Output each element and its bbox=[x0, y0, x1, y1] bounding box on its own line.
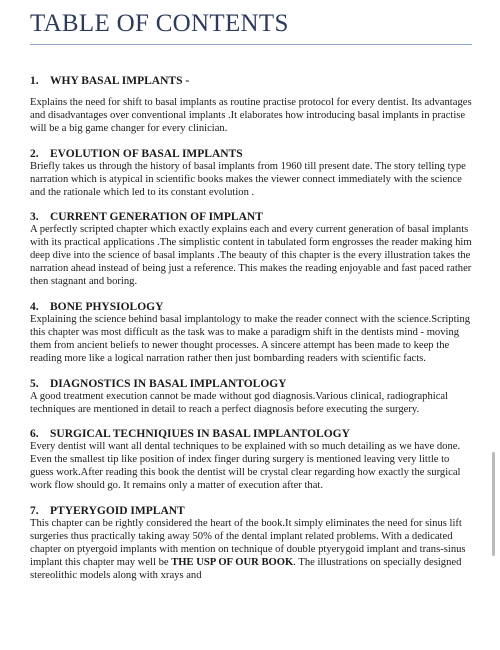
section-body: Explains the need for shift to basal implants as routine practise protocol for every dentist. Its advantages and disadvantages over conventional implants .It elaborates how introducing basal implants in practise will be a big game changer for every clinician. bbox=[30, 97, 472, 134]
section-number: 7. bbox=[30, 505, 39, 518]
toc-section-1 bbox=[30, 75, 472, 136]
section-title: PTYERYGOID IMPLANT bbox=[50, 505, 185, 518]
section-heading bbox=[30, 505, 472, 517]
section-title: CURRENT GENERATION OF IMPLANT bbox=[50, 211, 263, 224]
section-body: Briefly takes us through the history of basal implants from 1960 till present date. The story telling type narration which is atypical in scientific books makes the viewer connect immediately with the science and the rationale which led to its constant evolution . bbox=[30, 160, 466, 198]
toc-section-5 bbox=[30, 378, 472, 417]
section-heading bbox=[30, 211, 472, 223]
section-title: WHY BASAL IMPLANTS - bbox=[50, 75, 190, 87]
section-body: A perfectly scripted chapter which exactly explains each and every current generation of basal implants with its practical applications .The simplistic content in tabulated form engrosses the reader making him deep dive into the science of basal implants .The beauty of this chapter is the every illustration takes the narration ahead instead of being just a reference. This makes the reading enjoyable and fast paced rather then stagnant and boring. bbox=[30, 224, 472, 288]
section-number: 5. bbox=[30, 377, 39, 390]
section-title: SURGICAL TECHNIQIUES IN BASAL IMPLANTOLOGY bbox=[50, 428, 350, 441]
section-body: Every dentist will want all dental techniques to be explained with so much detailing as we have done. Even the smallest tip like position of index finger during surgery is mentioned leaving very little to guess work.After reading this book the dentist will be crystal clear regarding how exactly the surgical work flow should go. It remains only a matter of execution after that. bbox=[30, 441, 461, 492]
section-body-emphasis: THE USP OF OUR BOOK bbox=[171, 556, 294, 568]
toc-section-7 bbox=[30, 505, 472, 583]
section-number: 4. bbox=[30, 300, 39, 313]
toc-section-3 bbox=[30, 211, 472, 289]
section-body bbox=[30, 518, 472, 583]
document-title: TABLE OF CONTENTS bbox=[30, 10, 289, 37]
section-title: EVOLUTION OF BASAL IMPLANTS bbox=[50, 147, 243, 160]
toc-section-6 bbox=[30, 428, 472, 493]
section-title: BONE PHYSIOLOGY bbox=[50, 300, 164, 313]
contents-list bbox=[30, 75, 472, 595]
section-body: Explaining the science behind basal implantology to make the reader connect with the science.Scripting this chapter was most difficult as the task was to make a paradigm shift in the dentists mind - moving them from ancient beliefs to newer thought processes. A sincere attempt has been made to keep the reading more like a logical narration rather then just bombarding readers with scientific facts. bbox=[30, 313, 471, 364]
section-heading bbox=[30, 148, 472, 160]
section-heading bbox=[30, 301, 472, 313]
section-number: 2. bbox=[30, 147, 39, 160]
scrollbar-thumb[interactable] bbox=[492, 452, 495, 556]
toc-section-2 bbox=[30, 148, 472, 200]
section-body-text: This chapter can be rightly considered the heart of the book.It simply eliminates the need for sinus lift surgeries thus practically taking away 50% of the dental implant related problems. With a dedicated chapter on ptyergoid implants with mention on technique of double ptyerygoid implant and trans-sinus implant this chapter may well be bbox=[30, 518, 466, 568]
section-body: A good treatment execution cannot be made without god diagnosis.Various clinical, radiographical techniques are mentioned in detail to reach a perfect diagnosis before executing the surgery. bbox=[30, 390, 449, 415]
section-title: DIAGNOSTICS IN BASAL IMPLANTOLOGY bbox=[50, 377, 287, 390]
section-number: 3. bbox=[30, 211, 39, 224]
section-number: 1. bbox=[30, 75, 39, 87]
toc-section-4 bbox=[30, 301, 472, 366]
title-rule bbox=[30, 44, 472, 45]
section-heading bbox=[30, 378, 472, 390]
section-heading bbox=[30, 428, 472, 440]
section-number: 6. bbox=[30, 428, 39, 441]
section-heading bbox=[30, 75, 472, 87]
section-body-tail: . The illustrations on specially designed stereolithic models along with xrays and bbox=[30, 556, 462, 581]
